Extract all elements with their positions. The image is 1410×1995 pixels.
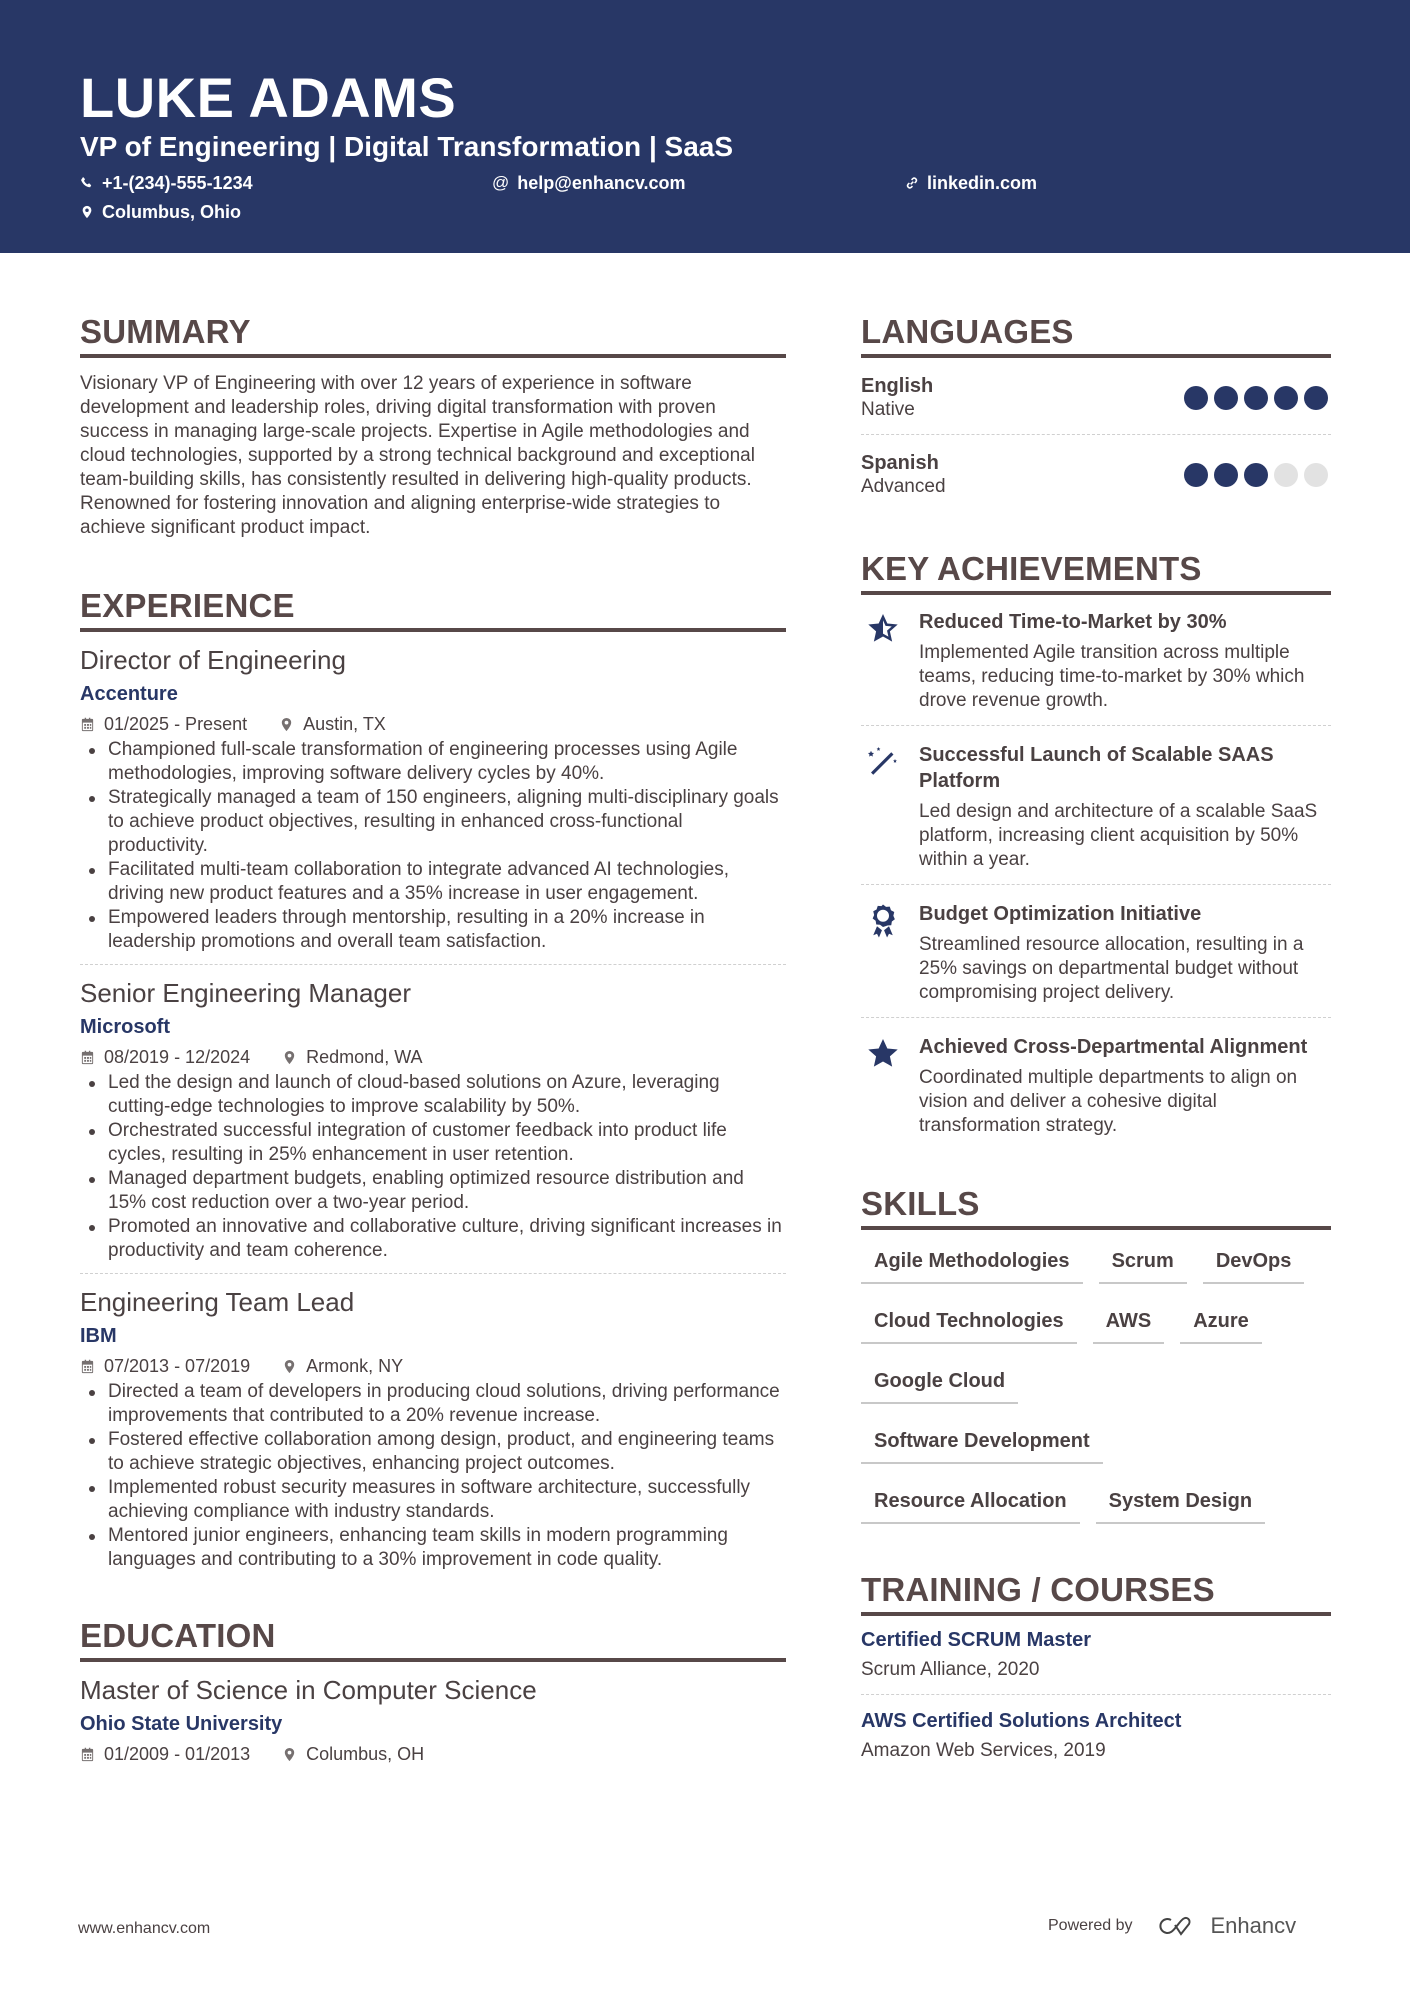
section-title-languages: LANGUAGES [861,313,1074,350]
contact-phone[interactable] [80,172,253,194]
map-pin-icon [282,1747,297,1762]
job-location-text: Austin, TX [303,714,386,734]
job-title: Engineering Team Lead [80,1287,355,1317]
star-half-icon [865,611,901,647]
award-ribbon-icon [865,903,901,939]
job-entry [80,644,786,965]
section-divider [861,1612,1331,1616]
map-pin-icon [282,1050,297,1065]
achievement-title: Reduced Time-to-Market by 30% [919,611,1227,633]
magic-wand-icon [865,744,901,780]
footer-branding [1048,1913,1296,1939]
job-bullet: Empowered leaders through mentorship, resulting in a 20% increase in leadership promotions and overall team satisfaction. [80,906,786,954]
job-bullets [80,738,786,954]
calendar-icon [80,717,95,732]
calendar-icon [80,1747,95,1762]
rating-dot-filled [1184,463,1208,487]
skill-tag: Software Development [861,1424,1103,1464]
experience-section [80,586,786,1582]
course-title: AWS Certified Solutions Architect [861,1710,1182,1732]
rating-dot-filled [1244,463,1268,487]
language-item [861,449,1331,511]
map-pin-icon [282,1359,297,1374]
job-bullet: Strategically managed a team of 150 engineers, aligning multi-disciplinary goals to achieve product objectives, resulting in enhanced cross-functional productivity. [80,786,786,858]
job-company: Accenture [80,683,178,705]
skill-tag: System Design [1096,1484,1265,1524]
job-meta [80,1045,786,1069]
rating-dot-filled [1304,386,1328,410]
education-meta [80,1742,786,1766]
job-location-text: Redmond, WA [306,1047,423,1067]
rating-dot-filled [1274,386,1298,410]
achievement-item [861,1028,1331,1150]
section-divider [861,591,1331,595]
education-dates: 01/2009 - 01/2013 [104,1744,251,1764]
map-pin-icon [80,205,94,219]
language-level: Advanced [861,476,946,497]
job-bullet: Fostered effective collaboration among design, product, and engineering teams to achieve strategic objectives, enhancing project outcomes. [80,1428,786,1476]
link-icon [905,176,919,190]
calendar-icon [80,1050,95,1065]
phone-text: +1-(234)-555-1234 [102,173,253,193]
job-bullet: Implemented robust security measures in software architecture, successfully achieving compliance with industry standards. [80,1476,786,1524]
school-name: Ohio State University [80,1713,283,1735]
course-provider: Amazon Web Services, 2019 [861,1740,1106,1761]
job-dates: 07/2013 - 07/2019 [104,1356,251,1376]
left-column [80,312,786,1766]
education-section [80,1616,786,1766]
job-bullet: Managed department budgets, enabling optimized resource distribution and 15% cost reduction over a two-year period. [80,1167,786,1215]
skill-tag: Scrum [1099,1244,1187,1284]
skill-tag: Resource Allocation [861,1484,1080,1524]
language-level: Native [861,399,915,420]
rating-dot-filled [1184,386,1208,410]
job-bullets [80,1380,786,1572]
rating-dot-empty [1274,463,1298,487]
section-divider [80,628,786,632]
right-column [861,312,1331,1787]
job-location [282,1045,422,1069]
section-title-achievements: KEY ACHIEVEMENTS [861,550,1202,587]
job-bullet: Directed a team of developers in producing cloud solutions, driving performance improvements that contributed to a 20% revenue increase. [80,1380,786,1428]
job-location [279,712,386,736]
job-entry [80,977,786,1274]
education-location [282,1742,424,1766]
job-company: IBM [80,1325,117,1347]
skill-tag: Agile Methodologies [861,1244,1083,1284]
language-rating [1184,463,1328,487]
star-icon [865,1036,901,1072]
achievement-item [861,895,1331,1018]
job-bullet: Orchestrated successful integration of customer feedback into product life cycles, resulting in 25% enhancement in user retention. [80,1119,786,1167]
achievement-desc: Streamlined resource allocation, resulting in a 25% savings on departmental budget without compromising project delivery. [919,934,1304,1003]
achievements-section [861,549,1331,1150]
job-bullets [80,1071,786,1263]
job-location-text: Armonk, NY [306,1356,404,1376]
rating-dot-filled [1244,386,1268,410]
candidate-headline: VP of Engineering | Digital Transformation | SaaS [80,131,734,162]
achievement-desc: Coordinated multiple departments to align on vision and deliver a cohesive digital transformation strategy. [919,1067,1298,1136]
link-text: linkedin.com [927,173,1038,193]
contact-link[interactable] [905,172,1037,194]
contact-location [80,201,241,223]
language-rating [1184,386,1328,410]
languages-section [861,312,1331,511]
section-divider [80,354,786,358]
powered-by-label: Powered by [1048,1917,1133,1934]
achievement-title: Successful Launch of Scalable SAAS Platform [919,744,1274,792]
education-location-text: Columbus, OH [306,1744,425,1764]
skill-tag: AWS [1093,1304,1165,1344]
job-meta [80,712,786,736]
job-company: Microsoft [80,1016,170,1038]
brand-name: Enhancv [1210,1913,1297,1938]
section-title-skills: SKILLS [861,1185,980,1222]
degree-title: Master of Science in Computer Science [80,1675,537,1705]
training-section [861,1570,1331,1775]
course-provider: Scrum Alliance, 2020 [861,1659,1040,1680]
job-dates: 01/2025 - Present [104,714,248,734]
at-icon: @ [492,173,510,192]
candidate-name: LUKE ADAMS [80,66,457,129]
course-item [861,1707,1331,1775]
job-bullet: Mentored junior engineers, enhancing team skills in modern programming languages and contributing to a 30% improvement in code quality. [80,1524,786,1572]
achievement-desc: Implemented Agile transition across multiple teams, reducing time-to-market by 30% which drove revenue growth. [919,642,1305,711]
language-name: English [861,375,934,397]
job-bullet: Championed full-scale transformation of engineering processes using Agile methodologies, improving software delivery cycles by 40%. [80,738,786,786]
skill-tag: Cloud Technologies [861,1304,1077,1344]
rating-dot-filled [1214,386,1238,410]
job-title: Senior Engineering Manager [80,978,411,1008]
contact-email[interactable] [492,172,686,194]
email-text: help@enhancv.com [517,173,686,193]
job-bullet: Facilitated multi-team collaboration to integrate advanced AI technologies, driving new product features and a 35% increase in user engagement. [80,858,786,906]
job-meta [80,1354,786,1378]
calendar-icon [80,1359,95,1374]
section-title-experience: EXPERIENCE [80,587,295,624]
course-item [861,1626,1331,1695]
section-divider [861,1226,1331,1230]
enhancv-logo-icon [1155,1914,1201,1938]
location-text: Columbus, Ohio [102,202,241,222]
skills-list [861,1244,1331,1524]
skill-tag: DevOps [1203,1244,1305,1284]
achievement-title: Budget Optimization Initiative [919,903,1202,925]
section-divider [80,1658,786,1662]
language-name: Spanish [861,452,939,474]
achievement-item [861,736,1331,885]
rating-dot-empty [1304,463,1328,487]
job-entry [80,1286,786,1582]
skill-tag: Google Cloud [861,1364,1018,1404]
phone-icon [80,176,94,190]
job-title: Director of Engineering [80,645,346,675]
course-title: Certified SCRUM Master [861,1629,1092,1651]
achievement-desc: Led design and architecture of a scalable SaaS platform, increasing client acquisition by 50% within a year. [919,801,1318,870]
job-dates: 08/2019 - 12/2024 [104,1047,251,1067]
job-bullet: Promoted an innovative and collaborative culture, driving significant increases in productivity and team coherence. [80,1215,786,1263]
skill-tag: Azure [1180,1304,1262,1344]
footer-website[interactable]: www.enhancv.com [78,1920,211,1937]
map-pin-icon [279,717,294,732]
language-item [861,372,1331,435]
section-title-education: EDUCATION [80,1617,276,1654]
achievement-item [861,603,1331,726]
section-divider [861,354,1331,358]
resume-header [0,0,1410,253]
skills-section [861,1184,1331,1524]
job-location [282,1354,403,1378]
achievement-title: Achieved Cross-Departmental Alignment [919,1036,1308,1058]
brand-logo[interactable] [1155,1913,1297,1939]
job-bullet: Led the design and launch of cloud-based solutions on Azure, leveraging cutting-edge technologies to improve scalability by 50%. [80,1071,786,1119]
section-title-training: TRAINING / COURSES [861,1571,1215,1608]
summary-section [80,312,786,540]
section-title-summary: SUMMARY [80,313,251,350]
rating-dot-filled [1214,463,1238,487]
summary-text: Visionary VP of Engineering with over 12 years of experience in software development and leadership roles, driving digital transformation with proven success in managing large-scale projects. Expertise in Agile methodologies and cloud technologies, supported by a strong technical background and exceptional team-building skills, has consistently resulted in delivering high-quality products. Renowned for fostering innovation and aligning enterprise-wide strategies to achieve significant product impact. [80,373,755,538]
